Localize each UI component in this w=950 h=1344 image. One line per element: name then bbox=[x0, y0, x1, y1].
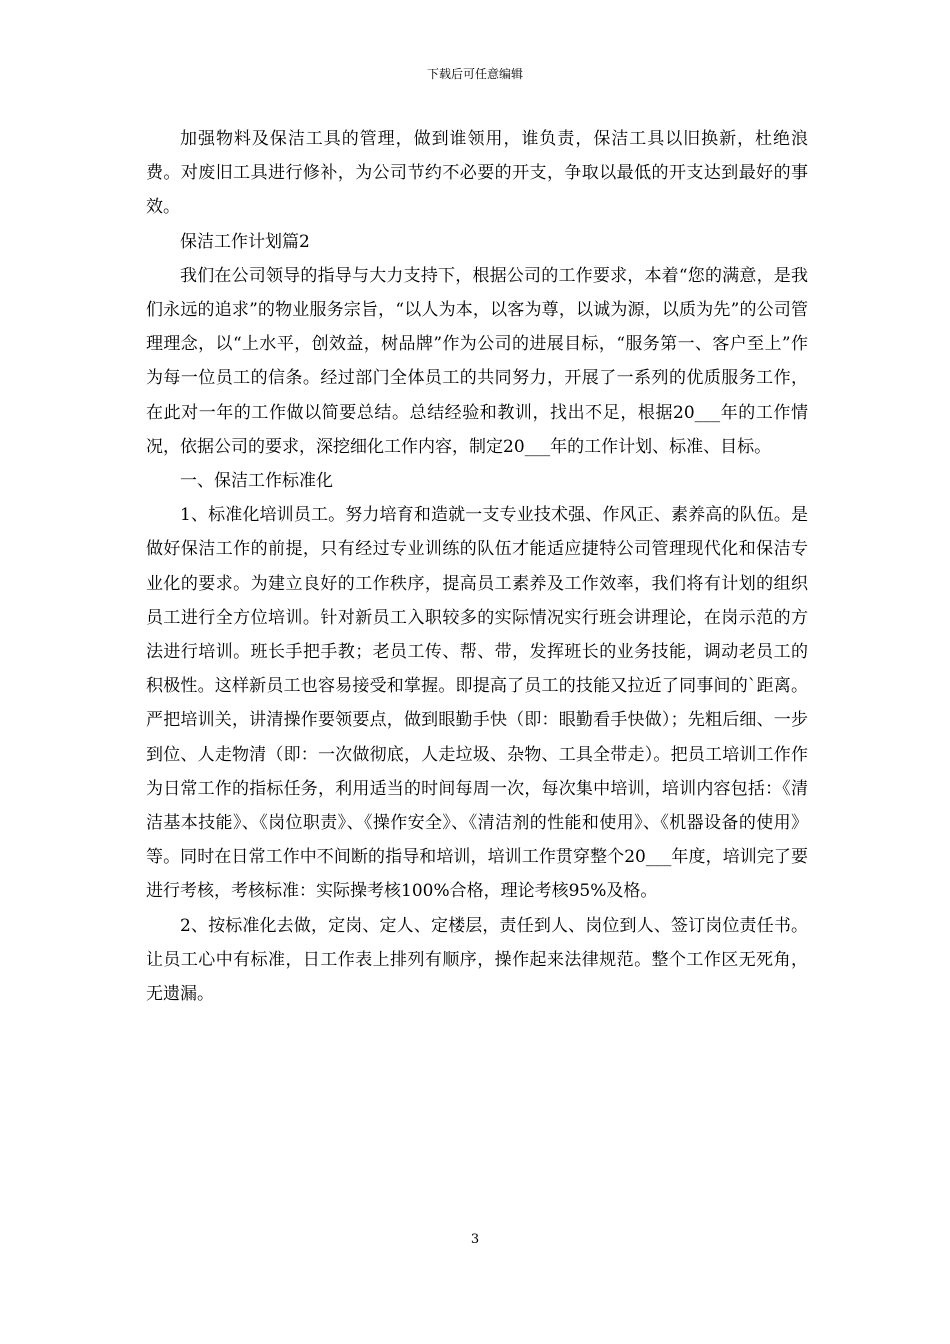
page-number: 3 bbox=[470, 1232, 480, 1247]
paragraph-introduction: 我们在公司领导的指导与大力支持下，根据公司的工作要求，本着“您的满意，是我们永远的追求”的物业服务宗旨，“以人为本，以客为尊，以诚为源，以质为先”的公司管理理念，以“上水平，创效益，树品牌”作为公司的进展目标，“服务第一、客户至上”作为每一位员工的信条。经过部门全体员工的共同努力，开展了一系列的优质服务工作，在此对一年的工作做以简要总结。总结经验和教训，找出不足，根据20___年的工作情况，依据公司的要求，深挖细化工作内容，制定20___年的工作计划、标准、目标。 bbox=[146, 265, 808, 457]
paragraph-tools-management: 加强物料及保洁工具的管理，做到谁领用，谁负责，保洁工具以旧换新，杜绝浪费。对废旧工具进行修补，为公司节约不必要的开支，争取以最低的开支达到最好的事效。 bbox=[146, 129, 808, 218]
page-header: 下载后可任意编辑 bbox=[426, 67, 523, 81]
document-body bbox=[146, 122, 808, 1011]
heading-standardization: 一、保洁工作标准化 bbox=[180, 471, 333, 492]
paragraph-standard-work: 2、按标准化去做，定岗、定人、定楼层，责任到人、岗位到人、签订岗位责任书。让员工心中有标准，日工作表上排列有顺序，操作起来法律规范。整个工作区无死角，无遗漏。 bbox=[146, 915, 808, 1005]
section-title-plan-2: 保洁工作计划篇2 bbox=[180, 231, 310, 252]
paragraph-training: 1、标准化培训员工。努力培育和造就一支专业技术强、作风正、素养高的队伍。是做好保洁工作的前提，只有经过专业训练的队伍才能适应捷特公司管理现代化和保洁专业化的要求。为建立良好的工作秩序，提高员工素养及工作效率，我们将有计划的组织员工进行全方位培训。针对新员工入职较多的实际情况实行班会讲理论，在岗示范的方法进行培训。班长手把手教；老员工传、帮、带，发挥班长的业务技能，调动老员工的积极性。这样新员工也容易接受和掌握。即提高了员工的技能又拉近了同事间的`距离。严把培训关，讲清操作要领要点，做到眼勤手快（即：眼勤看手快做）；先粗后细、一步到位、人走物清（即：一次做彻底，人走垃圾、杂物、工具全带走）。把员工培训工作作为日常工作的指标任务，利用适当的时间每周一次，每次集中培训，培训内容包括：《清洁基本技能》、《岗位职责》、《操作安全》、《清洁剂的性能和使用》、《机器设备的使用》等。同时在日常工作中不间断的指导和培训，培训工作贯穿整个20___年度，培训完了要进行考核，考核标准：实际操考核100%合格，理论考核95%及格。 bbox=[146, 505, 808, 902]
